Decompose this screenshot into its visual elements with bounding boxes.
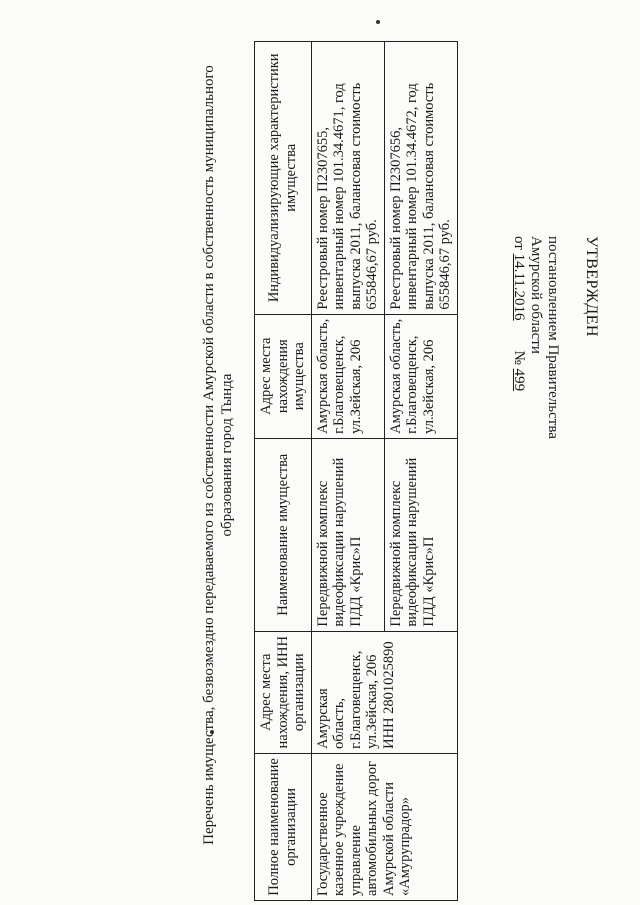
caption-line: образования город Тында bbox=[219, 373, 235, 537]
header-org-address: Адрес места нахождения, ИНН организации bbox=[255, 631, 312, 753]
property-characteristics-cell: Реестровый номер П2307656, инвентарный номер 101.34.4672, год выпуска 2011, балансовая стоимость 655846,67 руб. bbox=[384, 42, 457, 315]
header-org-name: Полное наименование организации bbox=[255, 753, 312, 900]
org-inn: ИНН 2801025890 bbox=[380, 641, 397, 749]
property-address-cell: Амурская область, г.Благовещенск, ул.Зейская, 206 bbox=[384, 314, 457, 438]
approval-title: УТВЕРЖДЕН bbox=[583, 236, 600, 337]
org-name-cell: Государственное казенное учреждение управление автомобильных дорог Амурской области «Амурупрадор» bbox=[311, 753, 457, 900]
header-property-name: Наименование имущества bbox=[255, 438, 312, 631]
header-property-address: Адрес места нахождения имущества bbox=[255, 314, 312, 438]
org-address-cell bbox=[311, 631, 457, 753]
table-header-row bbox=[255, 42, 312, 901]
property-address-cell: Амурская область, г.Благовещенск, ул.Зейская, 206 bbox=[311, 314, 384, 438]
property-name-cell: Передвижной комплекс видеофиксации нарушений ПДД «Крис»П bbox=[311, 438, 384, 631]
document-caption bbox=[200, 35, 236, 875]
approval-line: Амурской области bbox=[528, 236, 544, 354]
date-prefix: от bbox=[511, 236, 527, 250]
property-name-cell: Передвижной комплекс видеофиксации нарушений ПДД «Крис»П bbox=[384, 438, 457, 631]
caption-line: Перечень имущества, безвозмездно передаваемого из собственности Амурской области в собственность муниципального bbox=[201, 65, 217, 845]
property-table bbox=[254, 41, 458, 901]
approval-date: 14.11.2016 bbox=[511, 253, 527, 321]
org-address: Амурская область, г.Благовещенск, ул.Зейская, 206 bbox=[314, 650, 380, 749]
table-row bbox=[311, 42, 384, 901]
header-characteristics: Индивидуализирующие характеристики имущества bbox=[255, 42, 312, 315]
number-prefix: № bbox=[511, 350, 527, 365]
approval-number: 499 bbox=[511, 368, 527, 392]
approval-line: постановлением Правительства bbox=[545, 236, 561, 439]
property-characteristics-cell: Реестровый номер П2307655, инвентарный номер 101.34.4671, год выпуска 2011, балансовая стоимость 655846,67 руб. bbox=[311, 42, 384, 315]
